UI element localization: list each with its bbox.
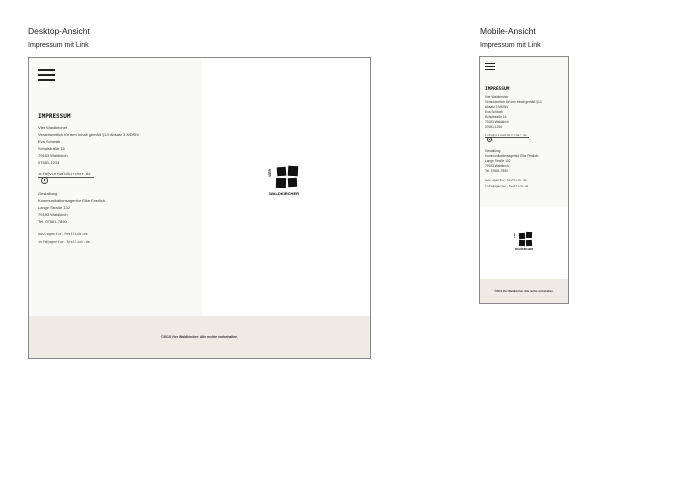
logo-square <box>519 233 525 239</box>
agency-web-link[interactable]: www.agentur-festlich.de <box>38 232 88 236</box>
logo-vier-text: VIER <box>268 169 272 177</box>
logo-vier-text: VIER <box>514 233 516 239</box>
mobile-mockup <box>479 56 569 304</box>
imprint-line: Eva Schwab <box>485 110 503 114</box>
logo-square <box>526 232 532 238</box>
desktop-mockup <box>28 57 371 359</box>
hand-cursor-icon <box>487 137 492 142</box>
logo-square <box>276 178 286 188</box>
imprint-line: Vier Waldkircher <box>38 125 68 130</box>
imprint-line: Eva Schwab <box>38 139 61 144</box>
hamburger-menu-icon[interactable] <box>485 63 495 70</box>
footer-copyright: ©2015 Vier Waldkircher. Alle rechte vorbehalten. <box>160 335 239 339</box>
logo-square <box>277 167 287 177</box>
hand-cursor-icon <box>41 177 48 184</box>
mobile-heading: Mobile-Ansicht <box>480 26 536 36</box>
desktop-subheading: Impressum mit Link <box>28 42 89 49</box>
design-line: Lange Straße 102 <box>485 159 511 163</box>
imprint-line: 07681-1234 <box>485 125 503 129</box>
logo-wordmark: WALDKIRCHER <box>269 191 299 196</box>
agency-email-link[interactable]: info@agentur-festlich.de <box>485 184 529 188</box>
design-line: Kommunikationsagentur Elke Festlich. <box>485 154 540 158</box>
vier-waldkircher-logo <box>515 232 535 252</box>
imprint-line: 79183 Waldkirch <box>38 153 68 158</box>
imprint-line: Schulstraße 16 <box>485 115 507 119</box>
design-line: 79183 Waldkirch <box>38 212 68 217</box>
imprint-line: Vier Waldkircher <box>485 95 509 99</box>
design-line: Tel. 07681-7890 <box>485 169 508 173</box>
imprint-line: Schulstraße 16 <box>38 146 65 151</box>
email-link[interactable]: info@vierwaldkircher.de <box>38 171 91 176</box>
logo-square <box>526 240 532 246</box>
imprint-line: Verantwortlich für den Inhalt gemäß §10 Absatz 3 MDStV <box>38 132 140 137</box>
footer <box>29 316 370 358</box>
agency-web-link[interactable]: www.agentur-festlich.de <box>485 178 527 182</box>
mobile-subheading: Impressum mit Link <box>480 42 541 49</box>
logo-wordmark: WALDKIRCHER <box>515 248 533 251</box>
email-link[interactable]: info@vierwaldkircher.de <box>485 133 527 137</box>
logo-square <box>288 178 297 187</box>
agency-email-link[interactable]: info@agentur-festlich.de <box>38 240 90 244</box>
design-line: Gestaltung <box>38 191 58 196</box>
footer-copyright: ©2015 Vier Waldkircher. Alle rechte vorbehalten. <box>494 289 554 293</box>
design-line: Tel. 07681-7890 <box>38 219 67 224</box>
design-line: Lange Straße 102 <box>38 205 71 210</box>
design-line: Gestaltung <box>485 149 501 153</box>
footer <box>480 279 568 303</box>
hamburger-menu-icon[interactable] <box>38 69 55 81</box>
imprint-line: Verantwortlich für den Inhalt gemäß §10 <box>485 100 542 104</box>
logo-square <box>288 166 299 177</box>
imprint-panel <box>29 58 202 316</box>
vier-waldkircher-logo <box>269 166 303 198</box>
imprint-line: Absatz 3 MDStV <box>485 105 509 109</box>
imprint-line: 79183 Waldkirch <box>485 120 509 124</box>
imprint-title: IMPRESSUM <box>485 87 510 92</box>
design-line: 79183 Waldkirch <box>485 164 509 168</box>
imprint-title: IMPRESSUM <box>38 113 71 120</box>
imprint-line: 07681-1234 <box>38 160 60 165</box>
logo-square <box>519 240 525 246</box>
desktop-heading: Desktop-Ansicht <box>28 26 90 36</box>
design-line: Kommunikationsagentur Elke Festlich. <box>38 198 107 203</box>
